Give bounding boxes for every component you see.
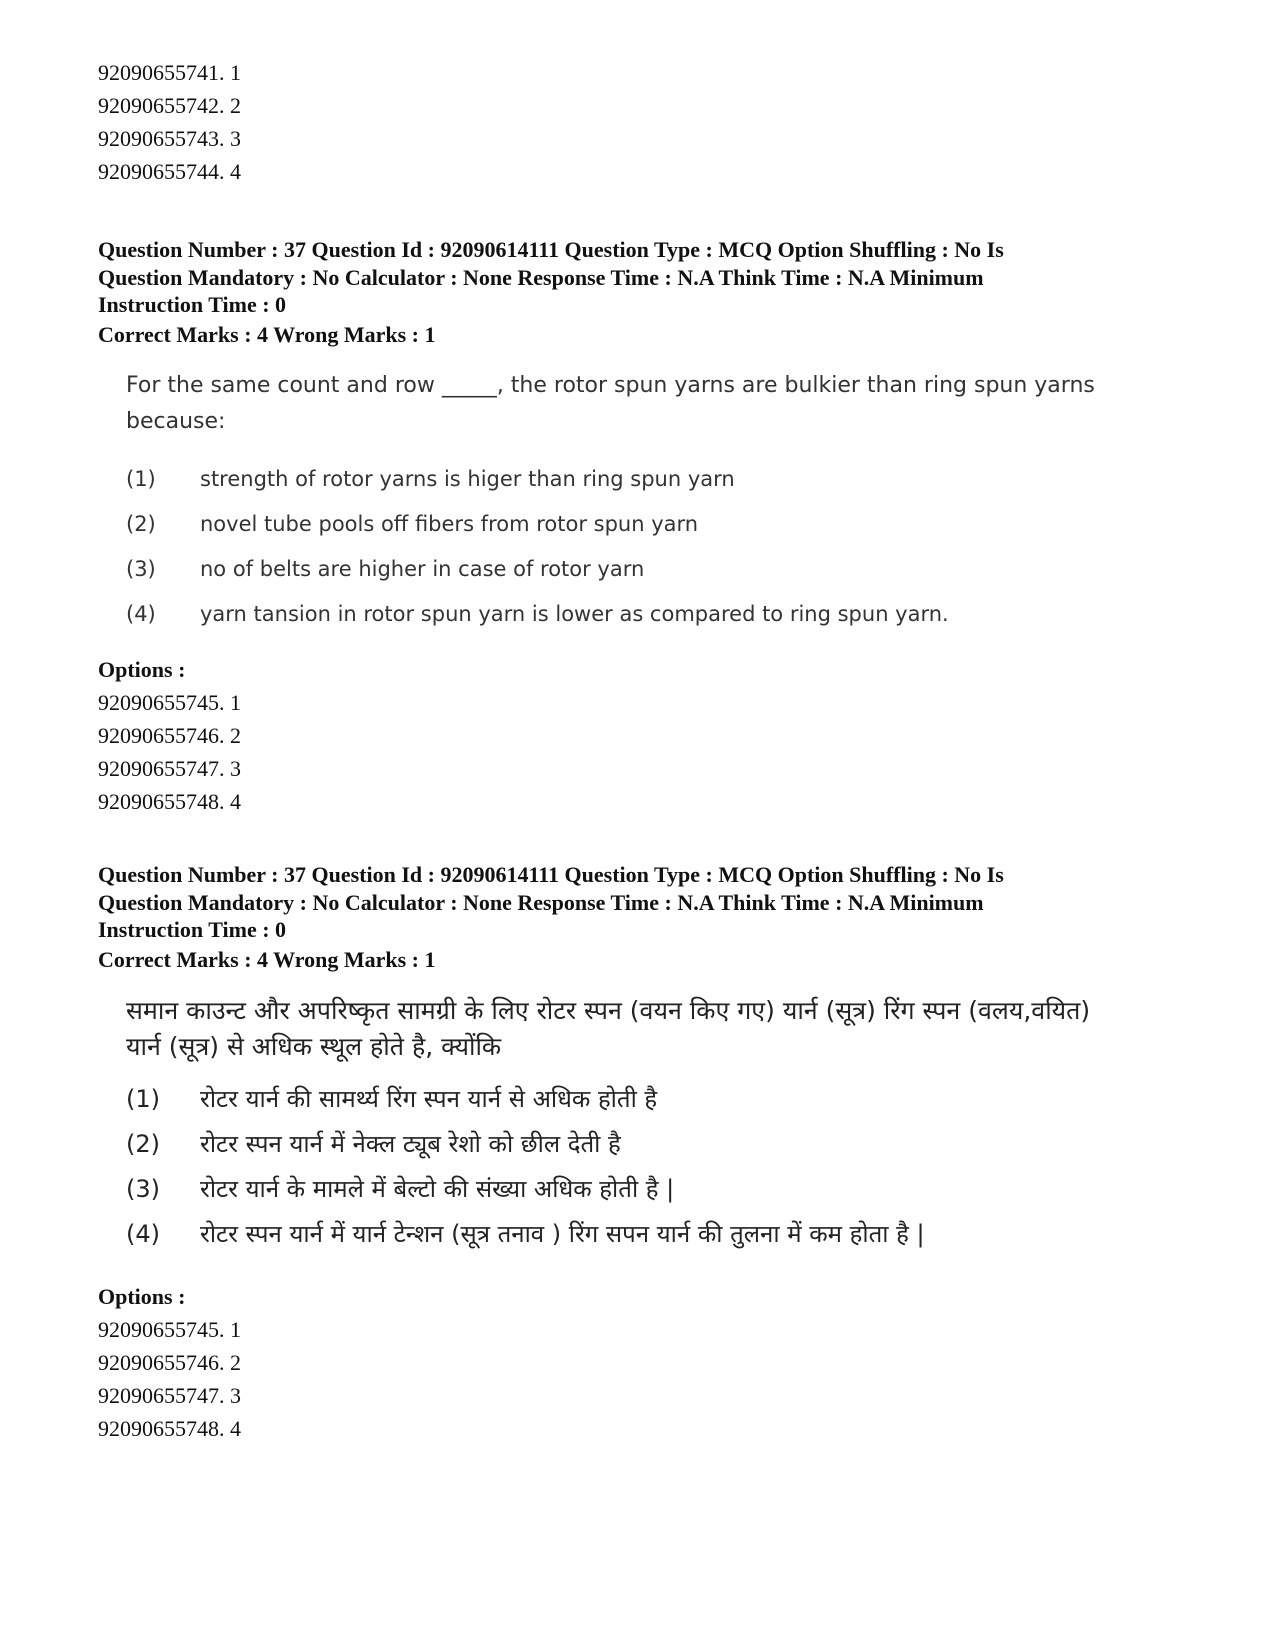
option-line: 92090655745. 1	[98, 1317, 241, 1342]
question-meta-line: Question Mandatory : No Calculator : None Response Time : N.A Think Time : N.A Minimum	[98, 264, 984, 290]
choice-number: (1)	[126, 1085, 160, 1113]
question-meta-line: Question Number : 37 Question Id : 92090614111 Question Type : MCQ Option Shuffling : No Is	[98, 237, 1004, 262]
choice-text: रोटर स्पन यार्न में नेक्ल ट्यूब रेशो को छील देती है	[200, 1130, 621, 1158]
question-text-line: समान काउन्ट और अपरिष्कृत सामग्री के लिए रोटर स्पन (वयन किए गए) यार्न (सूत्र) रिंग स्पन (वलय,वयित)	[126, 996, 1091, 1025]
choice-number: (2)	[126, 512, 156, 536]
choice-number: (1)	[126, 467, 156, 491]
question-meta-line: Instruction Time : 0	[98, 292, 287, 317]
choice-number: (2)	[126, 1130, 160, 1158]
option-line: 92090655748. 4	[98, 789, 241, 814]
answer-choice	[126, 1129, 1126, 1159]
choice-text: strength of rotor yarns is higer than ring spun yarn	[200, 467, 735, 491]
choice-text: रोटर स्पन यार्न में यार्न टेन्शन (सूत्र तनाव ) रिंग सपन यार्न की तुलना में कम होता है |	[200, 1220, 925, 1248]
question-text	[126, 993, 1126, 1065]
option-line: 92090655742. 2	[98, 93, 241, 118]
option-line: 92090655747. 3	[98, 756, 241, 781]
answer-choice	[126, 599, 1126, 629]
option-line: 92090655741. 1	[98, 60, 241, 85]
choice-text: रोटर यार्न की सामर्थ्य रिंग स्पन यार्न से अधिक होती है	[200, 1085, 658, 1113]
question-text: For the same count and row _____, the rotor spun yarns are bulkier than ring spun yarns because:	[126, 373, 1095, 434]
question-text-line: यार्न (सूत्र) से अधिक स्थूल होते है, क्योंकि	[126, 1032, 502, 1061]
option-line: 92090655745. 1	[98, 690, 241, 715]
choice-number: (3)	[126, 1175, 160, 1203]
option-line: 92090655746. 2	[98, 1350, 241, 1375]
question-meta-line: Question Mandatory : No Calculator : None Response Time : N.A Think Time : N.A Minimum	[98, 889, 984, 915]
choice-text: रोटर यार्न के मामले में बेल्टो की संख्या अधिक होती है |	[200, 1175, 675, 1203]
options-label: Options :	[98, 1284, 186, 1309]
option-line: 92090655748. 4	[98, 1416, 241, 1441]
question-meta	[98, 861, 1178, 944]
option-line: 92090655744. 4	[98, 159, 241, 184]
answer-choice	[126, 464, 1126, 494]
answer-choice	[126, 1174, 1126, 1204]
answer-choice	[126, 1084, 1126, 1114]
option-line: 92090655746. 2	[98, 723, 241, 748]
question-meta-line: Instruction Time : 0	[98, 917, 287, 942]
question-meta-line: Question Number : 37 Question Id : 92090614111 Question Type : MCQ Option Shuffling : No Is	[98, 862, 1004, 887]
choice-number: (3)	[126, 557, 156, 581]
question-marks: Correct Marks : 4 Wrong Marks : 1	[98, 322, 436, 347]
choice-number: (4)	[126, 1220, 160, 1248]
answer-choice	[126, 554, 1126, 584]
option-line: 92090655747. 3	[98, 1383, 241, 1408]
option-line: 92090655743. 3	[98, 126, 241, 151]
choice-text: novel tube pools off fibers from rotor spun yarn	[200, 512, 699, 536]
question-meta	[98, 236, 1178, 319]
answer-choice	[126, 509, 1126, 539]
answer-choice	[126, 1219, 1126, 1249]
choice-text: yarn tansion in rotor spun yarn is lower as compared to ring spun yarn.	[200, 602, 949, 626]
options-label: Options :	[98, 657, 186, 682]
choice-text: no of belts are higher in case of rotor yarn	[200, 557, 645, 581]
choice-number: (4)	[126, 602, 156, 626]
question-marks: Correct Marks : 4 Wrong Marks : 1	[98, 947, 436, 972]
